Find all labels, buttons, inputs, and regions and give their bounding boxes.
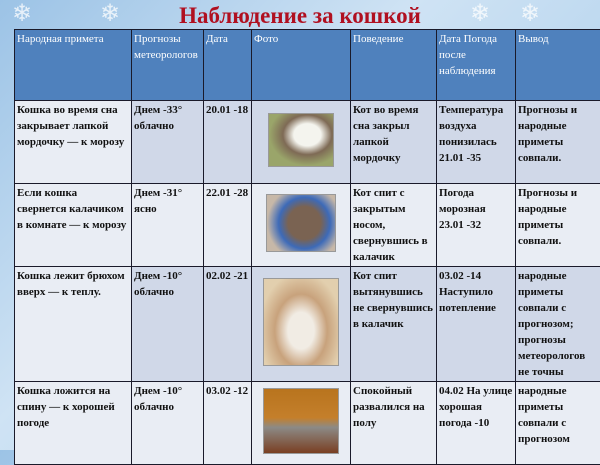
sign-cell: Если кошка свернется калачиком в комнате — к морозу xyxy=(15,184,132,267)
date-cell: 02.02 -21 xyxy=(204,267,252,382)
after-cell: Температура воздуха понизилась 21.01 -35 xyxy=(437,101,516,184)
snowflake-decoration: ❄ xyxy=(470,2,490,26)
date-cell: 03.02 -12 xyxy=(204,382,252,465)
snowflake-decoration: ❄ xyxy=(12,2,32,26)
header-photo: Фото xyxy=(252,30,351,101)
conclusion-cell: народные приметы совпали с прогнозом; прогнозы метеорологов не точны xyxy=(516,267,600,382)
conclusion-cell: народные приметы совпали с прогнозом xyxy=(516,382,600,465)
date-cell: 22.01 -28 xyxy=(204,184,252,267)
snowflake-decoration: ❄ xyxy=(520,2,540,26)
behavior-cell: Спокойный развалился на полу xyxy=(351,382,437,465)
table-row xyxy=(15,101,600,184)
cat-photo xyxy=(263,388,339,454)
behavior-cell: Кот спит с закрытым носом, свернувшись в калачик xyxy=(351,184,437,267)
forecast-cell: Днем -31° ясно xyxy=(132,184,204,267)
sign-cell: Кошка лежит брюхом вверх — к теплу. xyxy=(15,267,132,382)
observation-table xyxy=(14,29,600,465)
header-forecast: Прогнозы метеорологов xyxy=(132,30,204,101)
sign-cell: Кошка во время сна закрывает лапкой мордочку — к морозу xyxy=(15,101,132,184)
photo-cell xyxy=(252,267,351,382)
forecast-cell: Днем -33° облачно xyxy=(132,101,204,184)
header-date: Дата xyxy=(204,30,252,101)
snowflake-decoration: ❄ xyxy=(100,2,120,26)
date-cell: 20.01 -18 xyxy=(204,101,252,184)
photo-cell xyxy=(252,101,351,184)
photo-cell xyxy=(252,382,351,465)
photo-cell xyxy=(252,184,351,267)
after-cell: Погода морозная 23.01 -32 xyxy=(437,184,516,267)
table-row xyxy=(15,184,600,267)
forecast-cell: Днем -10° облачно xyxy=(132,267,204,382)
header-row xyxy=(15,30,600,101)
table-row xyxy=(15,267,600,382)
after-cell: 04.02 На улице хорошая погода -10 xyxy=(437,382,516,465)
cat-photo xyxy=(263,278,339,366)
behavior-cell: Кот спит вытянувшись не свернувшись в калачик xyxy=(351,267,437,382)
cat-photo xyxy=(266,194,336,252)
conclusion-cell: Прогнозы и народные приметы совпали. xyxy=(516,184,600,267)
table-row xyxy=(15,382,600,465)
slide-title: Наблюдение за кошкой xyxy=(150,4,450,28)
header-conclusion: Вывод xyxy=(516,30,600,101)
behavior-cell: Кот во время сна закрыл лапкой мордочку xyxy=(351,101,437,184)
after-cell: 03.02 -14 Наступило потепление xyxy=(437,267,516,382)
forecast-cell: Днем -10° облачно xyxy=(132,382,204,465)
sign-cell: Кошка ложится на спину — к хорошей погоде xyxy=(15,382,132,465)
header-sign: Народная примета xyxy=(15,30,132,101)
header-after: Дата Погода после наблюдения xyxy=(437,30,516,101)
conclusion-cell: Прогнозы и народные приметы совпали. xyxy=(516,101,600,184)
header-behavior: Поведение xyxy=(351,30,437,101)
cat-photo xyxy=(268,113,334,167)
